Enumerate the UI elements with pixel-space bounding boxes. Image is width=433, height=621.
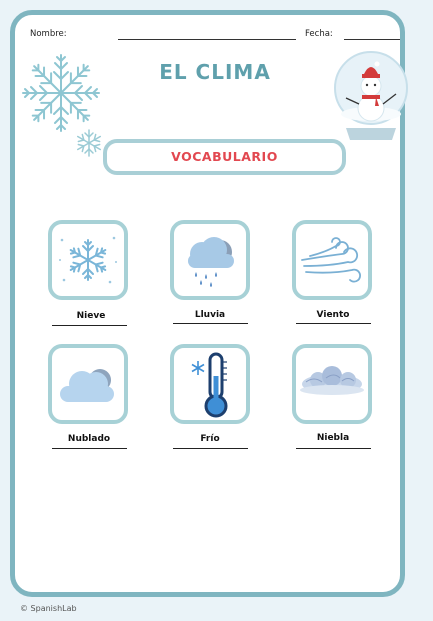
answer-line-frio <box>173 448 248 449</box>
card-viento <box>292 220 372 300</box>
date-line <box>344 39 400 40</box>
rain-cloud-icon <box>174 224 246 296</box>
thermometer-icon <box>174 348 246 420</box>
word-viento: Viento <box>316 310 350 320</box>
answer-line-niebla <box>296 448 371 449</box>
name-line <box>118 39 296 40</box>
vocabulary-title: VOCABULARIO <box>171 149 278 164</box>
card-nublado <box>48 344 128 424</box>
card-niebla <box>292 344 372 424</box>
large-snowflake-icon <box>20 52 102 134</box>
word-frio: Frío <box>200 434 220 444</box>
vocabulary-banner <box>103 139 346 175</box>
snowflake-icon <box>52 224 124 296</box>
cloud-icon <box>52 348 124 420</box>
copyright-footer: © SpanishLab <box>20 604 77 613</box>
word-niebla: Niebla <box>316 433 350 443</box>
wind-icon <box>296 224 368 296</box>
answer-line-lluvia <box>173 323 248 324</box>
fog-icon <box>296 348 368 420</box>
word-nieve: Nieve <box>76 311 106 321</box>
card-frio <box>170 344 250 424</box>
answer-line-nublado <box>52 448 127 449</box>
answer-line-nieve <box>52 325 127 326</box>
card-lluvia <box>170 220 250 300</box>
date-label: Fecha: <box>305 29 333 39</box>
snow-globe-icon <box>328 48 414 142</box>
small-snowflake-icon <box>74 128 104 158</box>
answer-line-viento <box>296 323 371 324</box>
word-lluvia: Lluvia <box>194 310 226 320</box>
word-nublado: Nublado <box>67 434 111 444</box>
card-nieve <box>48 220 128 300</box>
page-title: EL CLIMA <box>159 60 271 84</box>
name-label: Nombre: <box>30 29 67 39</box>
